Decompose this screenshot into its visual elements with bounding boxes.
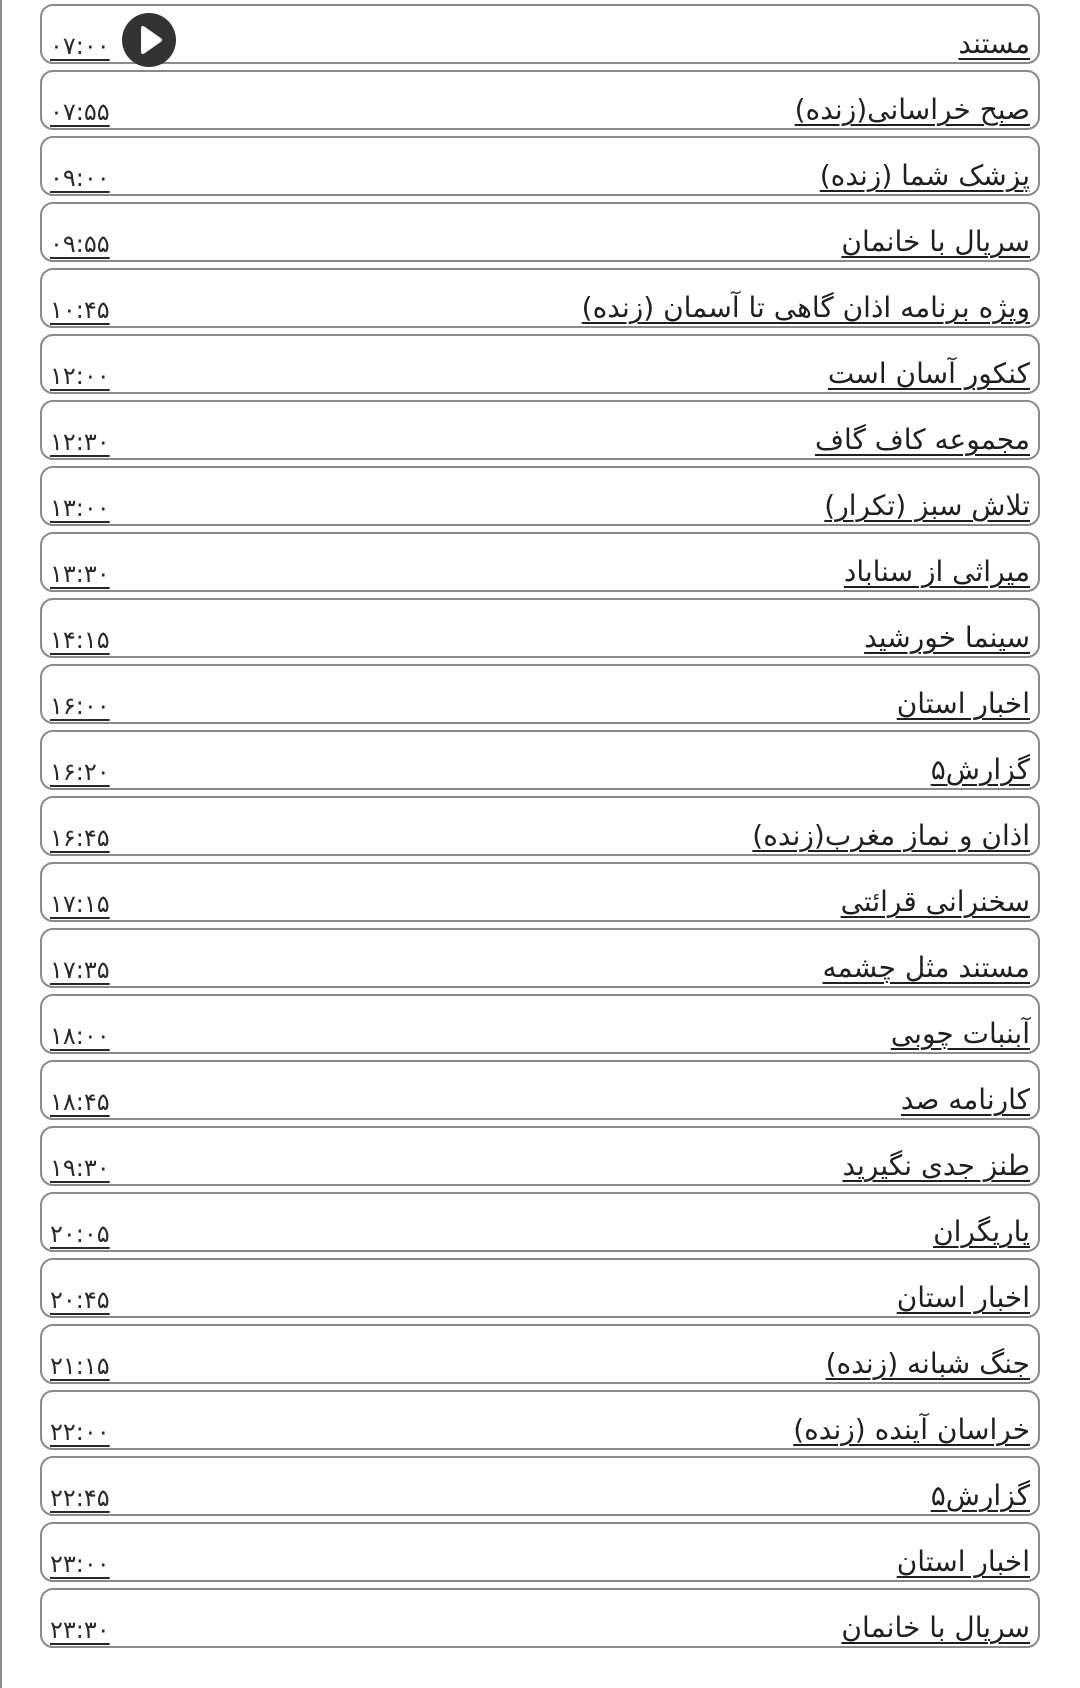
schedule-row[interactable] <box>40 862 1040 922</box>
program-time: ۲۰:۰۵ <box>50 1220 110 1248</box>
program-time: ۲۰:۴۵ <box>50 1286 110 1314</box>
program-title[interactable]: سینما خورشید <box>864 621 1030 654</box>
schedule-row[interactable] <box>40 334 1040 394</box>
program-title[interactable]: مستند مثل چشمه <box>822 951 1030 984</box>
program-time: ۰۷:۵۵ <box>50 98 110 126</box>
schedule-row[interactable] <box>40 796 1040 856</box>
schedule-row[interactable] <box>40 1126 1040 1186</box>
program-time: ۱۶:۰۰ <box>50 692 110 720</box>
schedule-row[interactable] <box>40 664 1040 724</box>
program-time: ۱۸:۴۵ <box>50 1088 110 1116</box>
program-time: ۲۲:۴۵ <box>50 1484 110 1512</box>
schedule-row[interactable] <box>40 1588 1040 1648</box>
program-title[interactable]: گزارش۵ <box>930 753 1030 786</box>
schedule-row[interactable] <box>40 1258 1040 1318</box>
program-time: ۰۹:۰۰ <box>50 164 110 192</box>
program-time: ۱۳:۰۰ <box>50 494 110 522</box>
program-time: ۱۷:۱۵ <box>50 890 110 918</box>
program-title[interactable]: صبح خراسانی(زنده) <box>794 93 1030 126</box>
schedule-row[interactable] <box>40 4 1040 64</box>
program-time: ۰۹:۵۵ <box>50 230 110 258</box>
schedule-row[interactable] <box>40 1192 1040 1252</box>
program-time: ۲۳:۳۰ <box>50 1616 110 1644</box>
program-title[interactable]: ویژه برنامه اذان گاهی تا آسمان (زنده) <box>581 291 1030 324</box>
schedule-row[interactable] <box>40 70 1040 130</box>
program-title[interactable]: اذان و نماز مغرب(زنده) <box>752 819 1030 852</box>
program-time: ۰۷:۰۰ <box>50 32 110 60</box>
schedule-row[interactable] <box>40 730 1040 790</box>
program-time: ۱۰:۴۵ <box>50 296 110 324</box>
schedule-row[interactable] <box>40 1324 1040 1384</box>
program-title[interactable]: مجموعه کاف گاف <box>814 423 1030 456</box>
program-time: ۱۳:۳۰ <box>50 560 110 588</box>
program-time: ۱۲:۳۰ <box>50 428 110 456</box>
program-title[interactable]: خراسان آینده (زنده) <box>793 1413 1030 1446</box>
program-title[interactable]: اخبار استان <box>896 1545 1030 1578</box>
schedule-row[interactable] <box>40 994 1040 1054</box>
play-button[interactable] <box>122 13 176 67</box>
program-title[interactable]: طنز جدی نگیرید <box>842 1149 1030 1182</box>
program-title[interactable]: جنگ شبانه (زنده) <box>825 1347 1030 1380</box>
schedule-row[interactable] <box>40 466 1040 526</box>
schedule-row[interactable] <box>40 928 1040 988</box>
schedule-row[interactable] <box>40 1522 1040 1582</box>
schedule-row[interactable] <box>40 1060 1040 1120</box>
schedule-list <box>40 4 1040 1654</box>
program-title[interactable]: اخبار استان <box>896 1281 1030 1314</box>
program-title[interactable]: گزارش۵ <box>930 1479 1030 1512</box>
program-time: ۱۴:۱۵ <box>50 626 110 654</box>
program-title[interactable]: میراثی از سناباد <box>843 555 1030 588</box>
schedule-row[interactable] <box>40 202 1040 262</box>
program-time: ۱۲:۰۰ <box>50 362 110 390</box>
schedule-row[interactable] <box>40 1456 1040 1516</box>
schedule-row[interactable] <box>40 400 1040 460</box>
program-time: ۱۹:۳۰ <box>50 1154 110 1182</box>
schedule-row[interactable] <box>40 598 1040 658</box>
program-title[interactable]: سریال با خانمان <box>841 225 1030 258</box>
program-title[interactable]: کنکور آسان است <box>827 357 1030 390</box>
schedule-row[interactable] <box>40 1390 1040 1450</box>
program-title[interactable]: پزشک شما (زنده) <box>819 159 1030 192</box>
program-title[interactable]: سخنرانی قرائتی <box>840 885 1030 918</box>
program-title[interactable]: کارنامه صد <box>900 1083 1030 1116</box>
program-time: ۱۶:۴۵ <box>50 824 110 852</box>
schedule-row[interactable] <box>40 268 1040 328</box>
program-time: ۲۱:۱۵ <box>50 1352 110 1380</box>
program-time: ۲۳:۰۰ <box>50 1550 110 1578</box>
program-time: ۱۷:۳۵ <box>50 956 110 984</box>
play-icon <box>122 13 176 67</box>
program-title[interactable]: اخبار استان <box>896 687 1030 720</box>
program-title[interactable]: آبنبات چوبی <box>890 1017 1030 1050</box>
program-title[interactable]: یاریگران <box>933 1215 1030 1248</box>
schedule-row[interactable] <box>40 136 1040 196</box>
schedule-row[interactable] <box>40 532 1040 592</box>
program-time: ۱۸:۰۰ <box>50 1022 110 1050</box>
program-title[interactable]: مستند <box>958 27 1030 60</box>
program-title[interactable]: تلاش سبز (تکرار) <box>824 489 1030 522</box>
program-time: ۲۲:۰۰ <box>50 1418 110 1446</box>
program-title[interactable]: سریال با خانمان <box>841 1611 1030 1644</box>
program-time: ۱۶:۲۰ <box>50 758 110 786</box>
page-left-border <box>0 0 2 1688</box>
